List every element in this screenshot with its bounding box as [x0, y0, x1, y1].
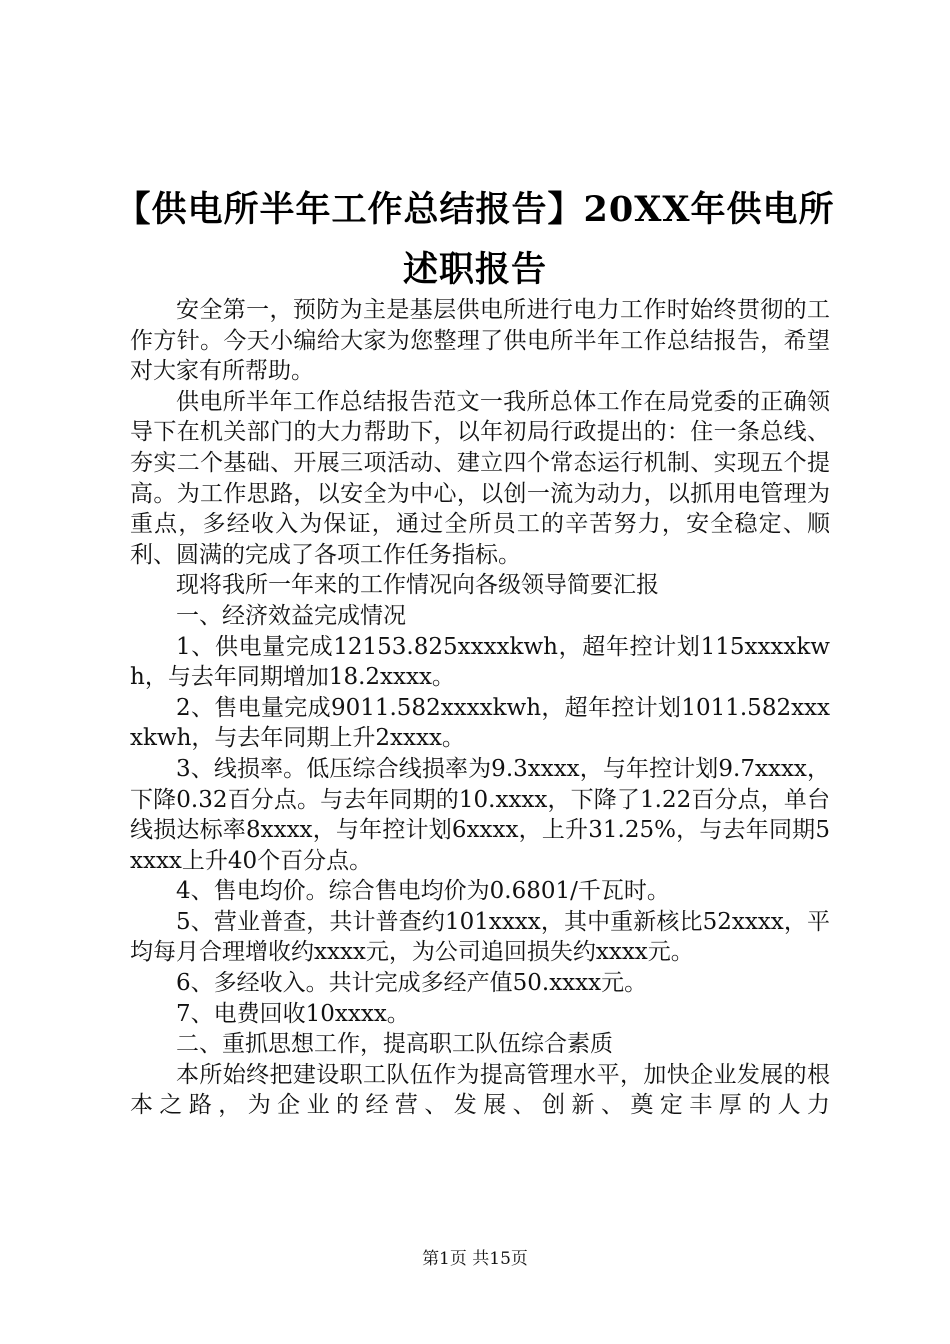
section-heading-economic: 一、经济效益完成情况 [176, 602, 406, 629]
list-item-avg-price: 4、售电均价。综合售电均价为0.6801/千瓦时。 [176, 878, 670, 905]
document-body [130, 295, 830, 1121]
list-item-census: 5、营业普查，共计普查约101xxxx，其中重新核比52xxxx，平均每月合理增收约xxxx元，为公司追回损失约xxxx元。 [130, 908, 830, 966]
list-item-sales: 2、售电量完成9011.582xxxxkwh，超年控计划1011.582xxxxkwh，与去年同期上升2xxxx。 [130, 694, 830, 752]
paragraph-report-lead: 现将我所一年来的工作情况向各级领导简要汇报 [176, 572, 659, 599]
document-title-line-1: 【供电所半年工作总结报告】20XX年供电所 [115, 189, 835, 230]
paragraph-intro: 安全第一，预防为主是基层供电所进行电力工作时始终贯彻的工作方针。今天小编给大家为您整理了供电所半年工作总结报告，希望对大家有所帮助。 [130, 297, 830, 385]
section-heading-staff: 二、重抓思想工作，提高职工队伍综合素质 [176, 1031, 613, 1058]
list-item-diversified-income: 6、多经收入。共计完成多经产值50.xxxx元。 [176, 970, 648, 997]
list-item-supply: 1、供电量完成12153.825xxxxkwh，超年控计划115xxxxkwh，与去年同期增加18.2xxxx。 [130, 633, 830, 691]
paragraph-summary: 供电所半年工作总结报告范文一我所总体工作在局党委的正确领导下在机关部门的大力帮助下，以年初局行政提出的：住一条总线、夯实二个基础、开展三项活动、建立四个常态运行机制、实现五个提高。为工作思路，以安全为中心，以创一流为动力，以抓用电管理为重点，多经收入为保证，通过全所员工的辛苦努力，安全稳定、顺利、圆满的完成了各项工作任务指标。 [130, 388, 830, 568]
document-title-line-2: 述职报告 [402, 249, 547, 290]
list-item-line-loss: 3、线损率。低压综合线损率为9.3xxxx，与年控计划9.7xxxx，下降0.32百分点。与去年同期的10.xxxx，下降了1.22百分点，单台线损达标率8xxxx，与年控计划6xxxx，上升31.25%，与去年同期5xxxx上升40个百分点。 [130, 755, 830, 874]
list-item-fee-recovery: 7、电费回收10xxxx。 [176, 1000, 410, 1027]
paragraph-staff: 本所始终把建设职工队伍作为提高管理水平，加快企业发展的根本之路，为企业的经营、发展、创新、奠定丰厚的人力 [130, 1061, 830, 1119]
page-indicator: 第1页 共15页 [422, 1249, 528, 1269]
